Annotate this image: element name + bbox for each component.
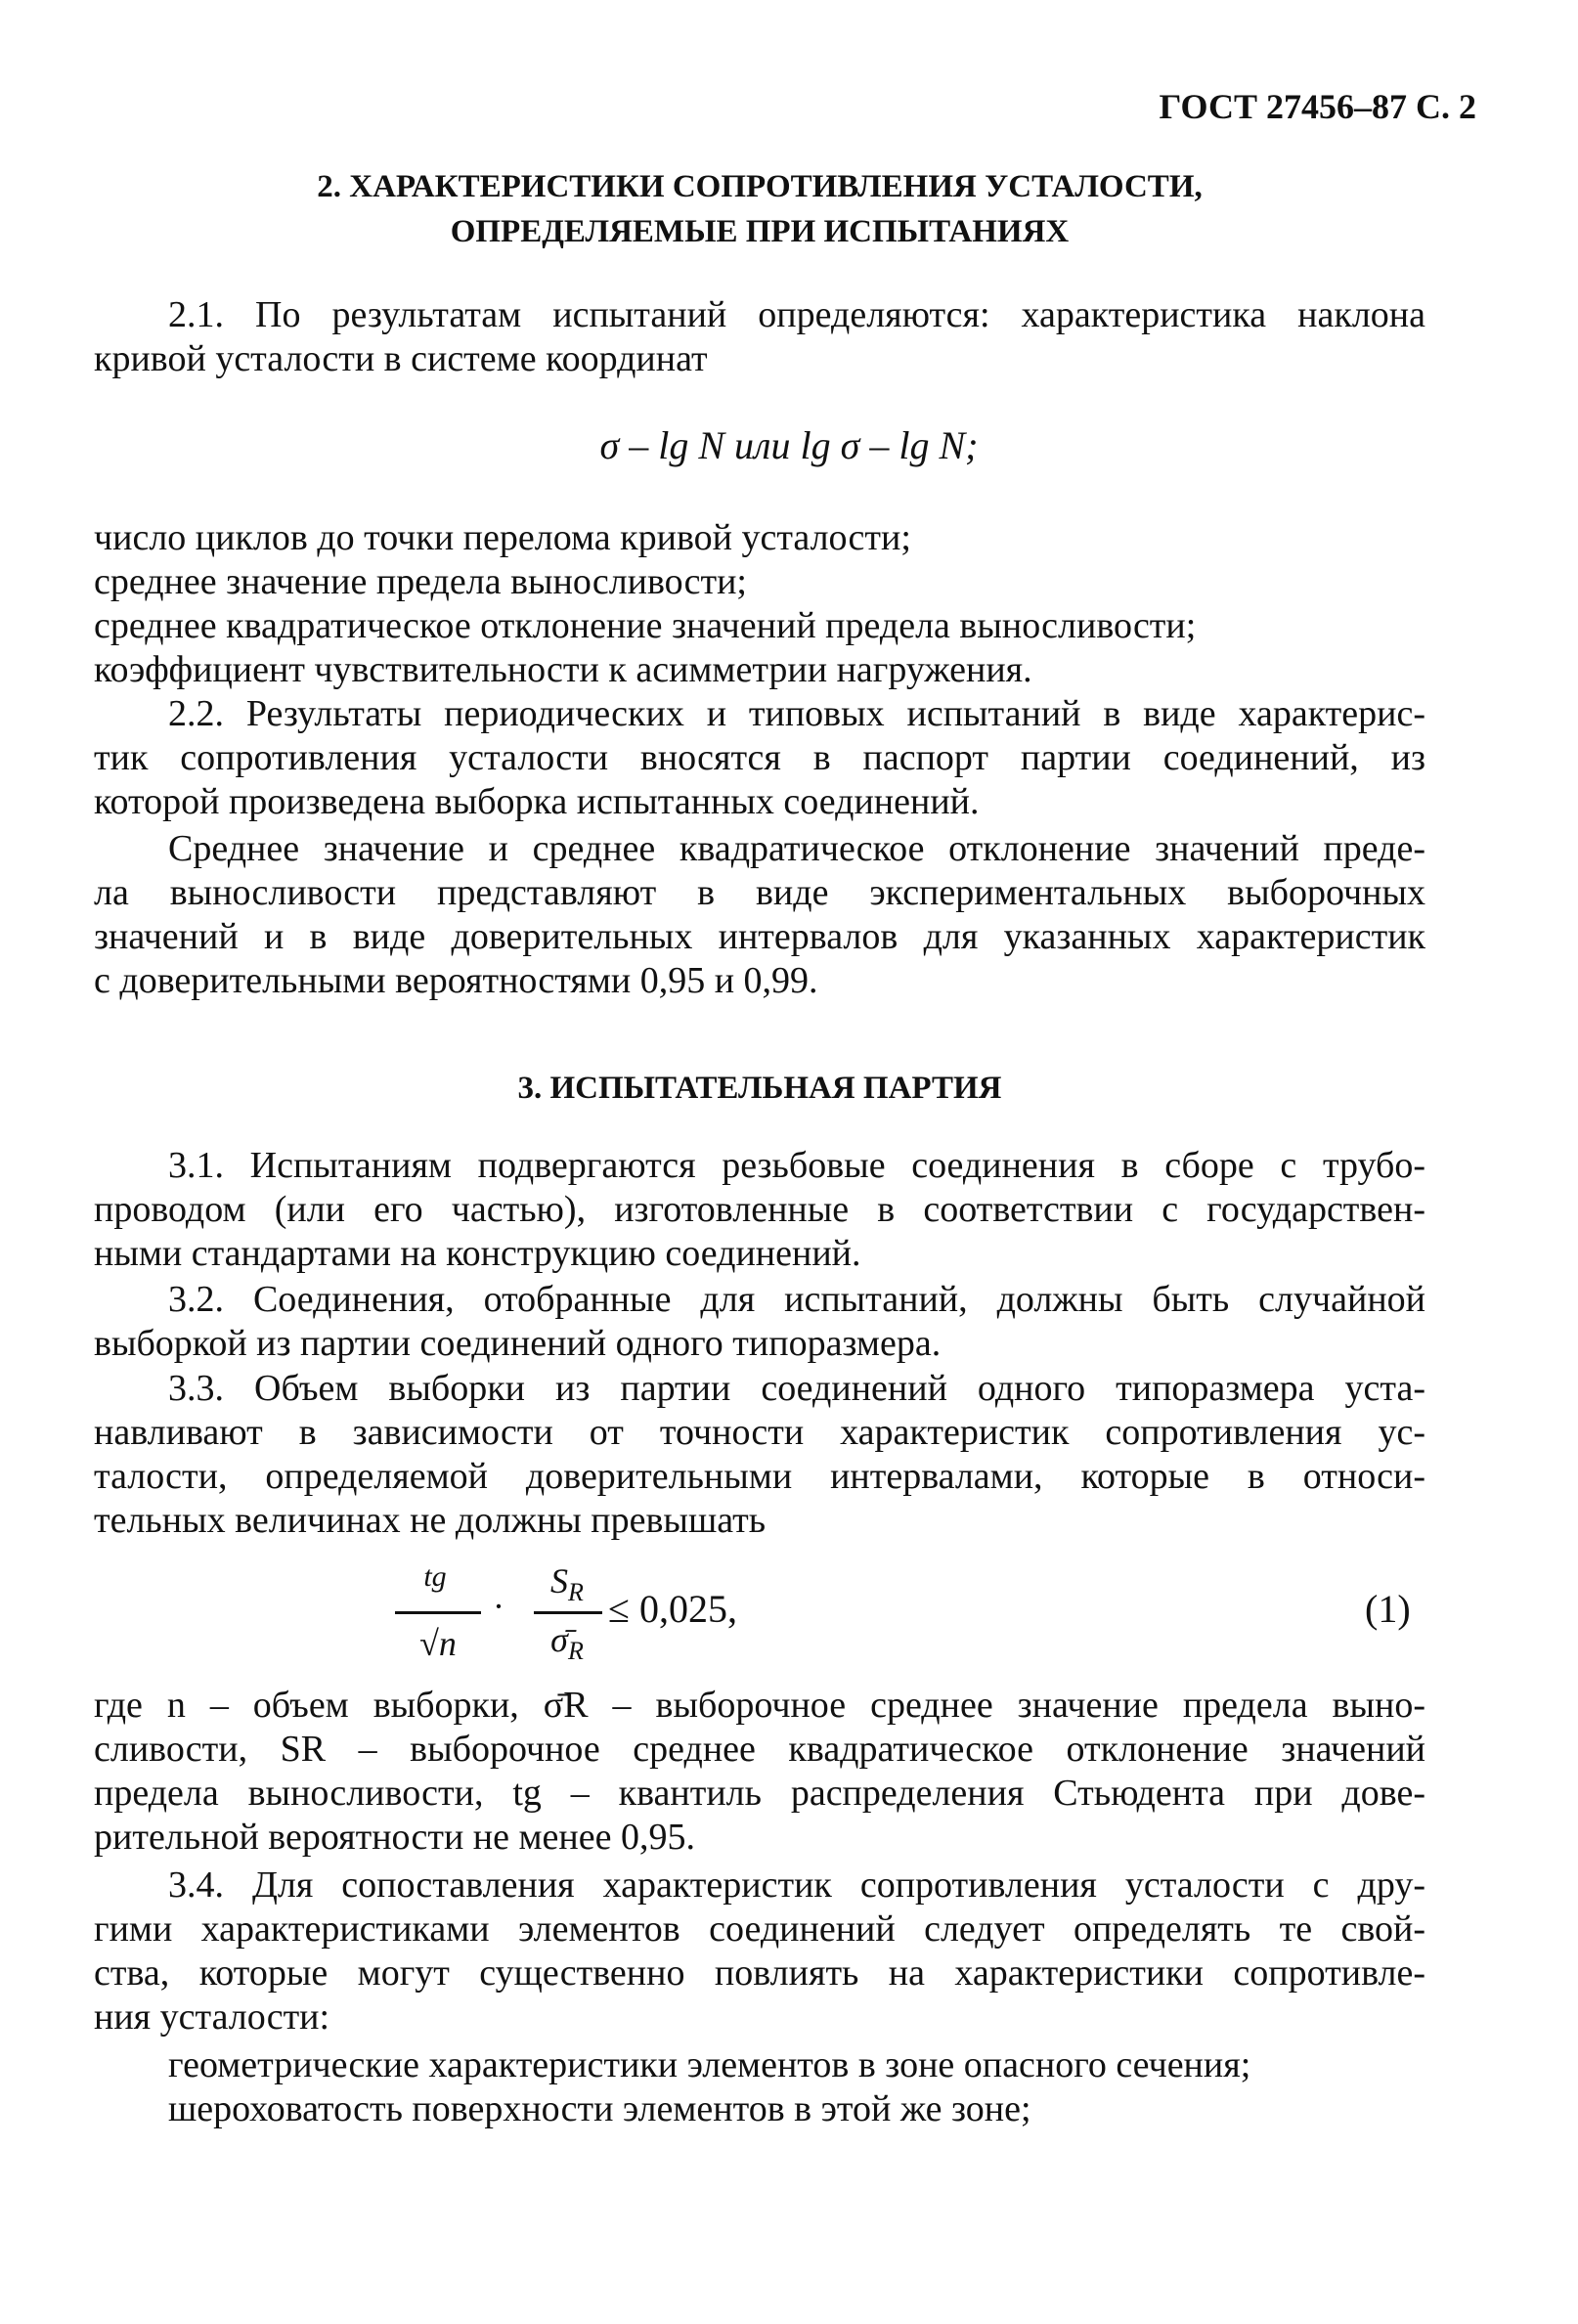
eq-numerator-tg: tg <box>423 1560 447 1593</box>
paragraph-3-1-line-2: проводом (или его частью), изготовленные в соответствии с государствен- <box>94 1189 1425 1230</box>
section-2-title-line-1: 2. ХАРАКТЕРИСТИКИ СОПРОТИВЛЕНИЯ УСТАЛОСТИ, <box>317 169 1203 204</box>
section-2-title <box>94 164 1425 254</box>
paragraph-2-2 <box>94 692 1425 824</box>
paragraph-3-4-line-3: ства, которые могут существенно повлиять на характеристики сопротивле- <box>94 1952 1425 1994</box>
paragraph-2-1-line-1: 2.1. По результатам испытаний определяются: характеристика наклона <box>168 294 1425 335</box>
paragraph-3-3-line-2: навливают в зависимости от точности характеристик сопротивления ус- <box>94 1412 1425 1453</box>
section-3-title: 3. ИСПЫТАТЕЛЬНАЯ ПАРТИЯ <box>517 1071 1002 1106</box>
eq-fraction-bar-2 <box>534 1611 602 1614</box>
list-item: среднее квадратическое отклонение значений предела выносливости; <box>94 605 1197 646</box>
eq-multiply-dot: · <box>493 1587 504 1626</box>
eq-denominator-sqrt-n: √n <box>419 1624 457 1663</box>
paragraph-3-4-line-4: ния усталости: <box>94 1996 330 2038</box>
properties-list <box>94 2043 1425 2131</box>
paragraph-3-3 <box>94 1367 1425 1543</box>
eq-numerator-sr <box>528 1560 606 1607</box>
where-line-1: где n – объем выборки, σ̄R – выборочное среднее значение предела выно- <box>94 1685 1425 1726</box>
paragraph-2-3-line-4: с доверительными вероятностями 0,95 и 0,99. <box>94 960 818 1001</box>
paragraph-3-1-line-1: 3.1. Испытаниям подвергаются резьбовые соединения в сборе с трубо- <box>168 1145 1425 1186</box>
paragraph-3-2-line-2: выборкой из партии соединений одного типоразмера. <box>94 1323 942 1364</box>
eq-rhs: ≤ 0,025, <box>608 1587 737 1631</box>
paragraph-3-4-line-1: 3.4. Для сопоставления характеристик сопротивления усталости с дру- <box>168 1864 1425 1906</box>
list-item: геометрические характеристики элементов в зоне опасного сечения; <box>168 2044 1251 2085</box>
paragraph-2-2-line-1: 2.2. Результаты периодических и типовых испытаний в виде характерис- <box>168 693 1425 734</box>
paragraph-2-3 <box>94 827 1425 1003</box>
list-item: число циклов до точки перелома кривой усталости; <box>94 517 911 558</box>
where-line-3: предела выносливости, tg – квантиль распределения Стьюдента при дове- <box>94 1773 1425 1814</box>
paragraph-2-2-line-3: которой произведена выборка испытанных соединений. <box>94 781 980 822</box>
list-item: среднее значение предела выносливости; <box>94 561 747 602</box>
running-head: ГОСТ 27456–87 С. 2 <box>1159 87 1476 126</box>
paragraph-3-4 <box>94 1864 1425 2039</box>
paragraph-2-3-line-2: ла выносливости представляют в виде экспериментальных выборочных <box>94 872 1425 913</box>
eq-denominator-sub: R <box>567 1637 584 1666</box>
list-item: шероховатость поверхности элементов в этой же зоне; <box>168 2088 1031 2129</box>
section-2-title-line-2: ОПРЕДЕЛЯЕМЫЕ ПРИ ИСПЫТАНИЯХ <box>450 214 1070 249</box>
list-item: коэффициент чувствительности к асимметрии нагружения. <box>94 649 1032 690</box>
where-line-4: рительной вероятности не менее 0,95. <box>94 1817 695 1858</box>
eq-fraction-bar-1 <box>395 1611 481 1614</box>
eq-number: (1) <box>1365 1587 1411 1631</box>
characteristics-list <box>94 516 1425 692</box>
paragraph-2-1-line-2: кривой усталости в системе координат <box>94 338 708 379</box>
eq-numerator-s: S <box>550 1561 569 1600</box>
paragraph-2-3-line-1: Среднее значение и среднее квадратическое отклонение значений преде- <box>168 828 1425 869</box>
eq-denominator-sigma-r <box>528 1619 606 1666</box>
where-line-2: сливости, SR – выборочное среднее квадратическое отклонение значений <box>94 1729 1425 1770</box>
eq-denominator-sigma: σ̄ <box>550 1620 568 1659</box>
paragraph-3-1-line-3: ными стандартами на конструкцию соединений. <box>94 1233 861 1274</box>
paragraph-3-1 <box>94 1144 1425 1276</box>
eq-numerator-sub: R <box>568 1578 584 1607</box>
paragraph-3-3-line-1: 3.3. Объем выборки из партии соединений одного типоразмера уста- <box>168 1368 1425 1409</box>
paragraph-3-3-line-4: тельных величинах не должны превышать <box>94 1500 767 1541</box>
formula-coordinates: σ – lg N или lg σ – lg N; <box>599 423 979 467</box>
paragraph-3-2-line-1: 3.2. Соединения, отобранные для испытаний, должны быть случайной <box>168 1279 1425 1320</box>
paragraph-2-2-line-2: тик сопротивления усталости вносятся в паспорт партии соединений, из <box>94 737 1425 778</box>
paragraph-3-4-line-2: гими характеристиками элементов соединений следует определять те свой- <box>94 1908 1425 1950</box>
paragraph-2-1 <box>94 293 1425 381</box>
paragraph-3-2 <box>94 1278 1425 1366</box>
paragraph-3-3-line-3: талости, определяемой доверительными интервалами, которые в относи- <box>94 1456 1425 1497</box>
paragraph-where <box>94 1684 1425 1860</box>
paragraph-2-3-line-3: значений и в виде доверительных интервалов для указанных характеристик <box>94 916 1425 957</box>
